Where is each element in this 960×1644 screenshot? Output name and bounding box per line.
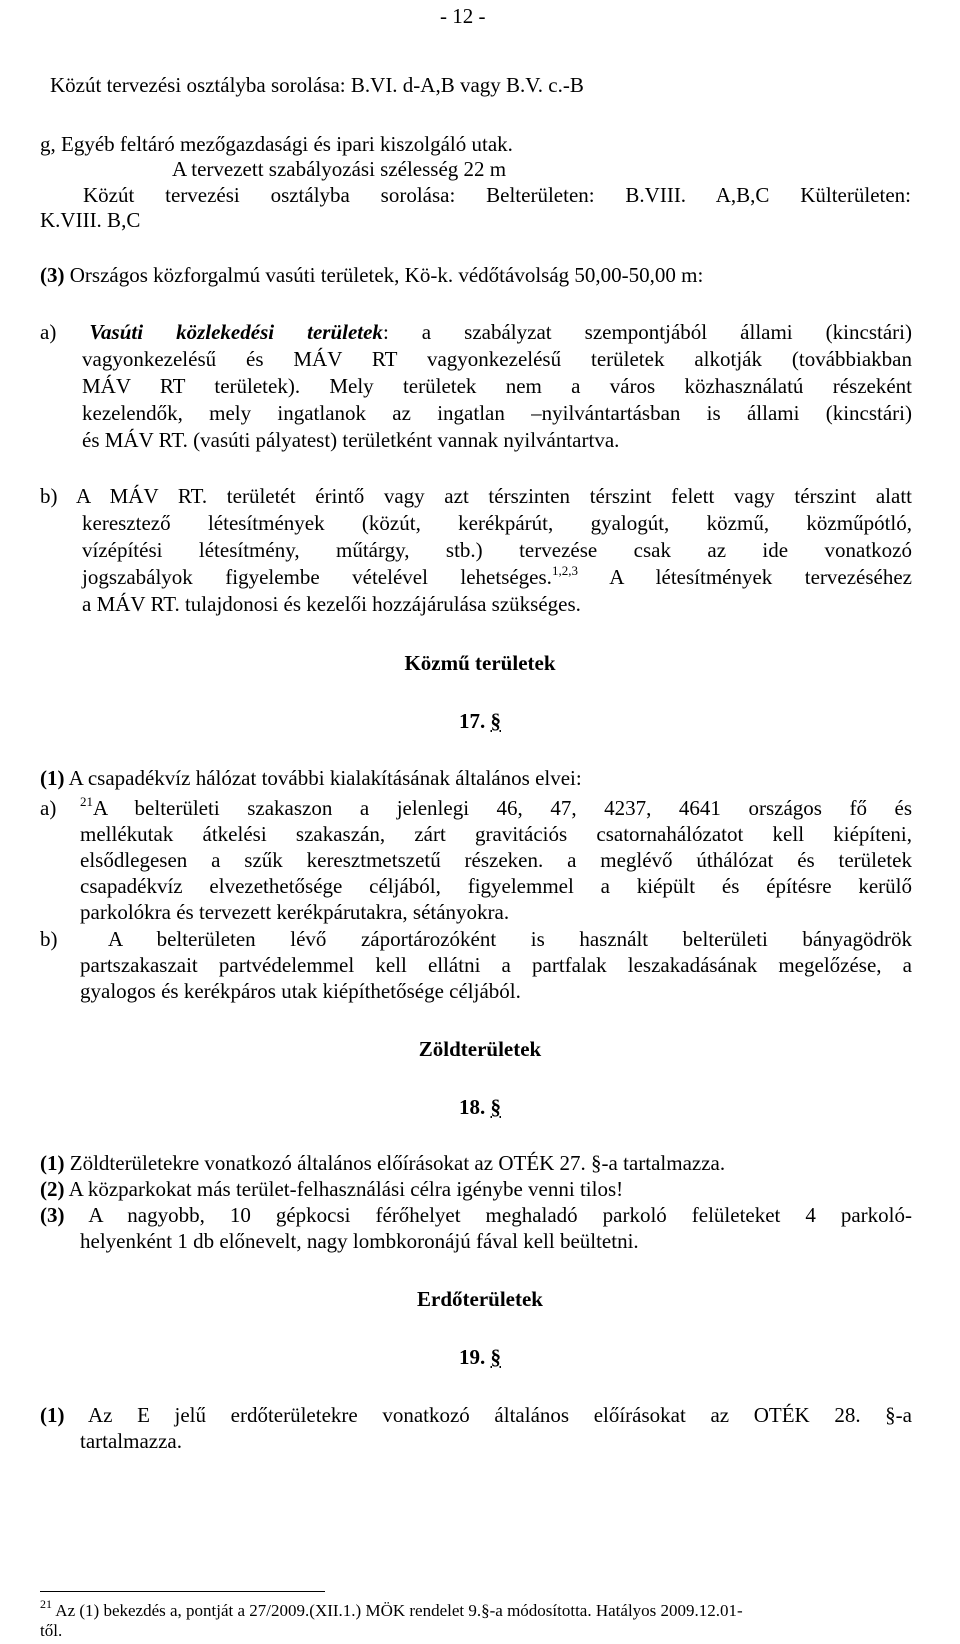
point-b-line-3: vízépítési létesítmény, műtárgy, stb.) tervezése csak az ide vonatkozó xyxy=(82,538,912,562)
road-class-line: Közút tervezési osztályba sorolása: B.VI. d-A,B vagy B.V. c.-B xyxy=(50,73,584,97)
point-label: a) xyxy=(40,320,90,344)
point-b-line-4 xyxy=(82,564,912,590)
point-a-line-2: vagyonkezelésű és MÁV RT vagyonkezelésű területek alkotják (továbbiakban xyxy=(82,347,912,371)
footnote-separator xyxy=(40,1591,325,1592)
section-number: 17. xyxy=(459,709,486,733)
point-text: : a szabályzat szempontjából állami (kincstári) xyxy=(382,320,912,344)
s17-a-line-2: mellékutak átkelési szakaszán, zárt gravitációs csatornahálózatot kell kiépíteni, xyxy=(80,822,912,846)
s19-paragraph-1-line-2: tartalmazza. xyxy=(80,1429,183,1453)
section-number-18 xyxy=(0,1094,960,1120)
footnote-ref: 1,2,3 xyxy=(551,563,578,578)
point-b-text: jogszabályok figyelembe vételével lehetséges. xyxy=(82,565,552,589)
s18-paragraph-2 xyxy=(40,1176,623,1202)
paragraph-text: A közparkokat más terület-felhasználási célra igénybe venni tilos! xyxy=(64,1177,624,1201)
s17-a-label: a) xyxy=(40,796,57,820)
s17-b-line-2: partszakaszait partvédelemmel kell ellátni a partfalak leszakadásának megelőzése, a xyxy=(80,953,912,977)
paragraph-number: (1) xyxy=(40,1151,65,1175)
s18-paragraph-1 xyxy=(40,1150,725,1176)
s17-a-line-1 xyxy=(80,795,912,821)
point-a-line-4: kezelendők, mely ingatlanok az ingatlan –nyilvántartásban is állami (kincstári) xyxy=(82,401,912,425)
section-title-kozmu: Közmű területek xyxy=(404,651,556,675)
footnote-line-1 xyxy=(40,1597,743,1622)
section-number: 19. xyxy=(459,1345,486,1369)
section-title-zold: Zöldterületek xyxy=(418,1037,542,1061)
s18-paragraph-3-line-2: helyenként 1 db előnevelt, nagy lombkoronájú fával kell beültetni. xyxy=(80,1229,639,1253)
s17-b-label: b) xyxy=(40,927,58,951)
footnote-number: 21 xyxy=(40,1597,52,1611)
footnote-ref: 21 xyxy=(80,794,93,809)
s19-paragraph-1 xyxy=(40,1402,912,1428)
paragraph-text: A nagyobb, 10 gépkocsi férőhelyet meghaladó parkoló felületeket 4 parkoló- xyxy=(64,1203,912,1227)
regulation-width-line: A tervezett szabályozási szélesség 22 m xyxy=(172,157,507,181)
s17-a-line-3: elsődlegesen a szűk keresztmetszetű részeken. a meglévő úthálózat és területek xyxy=(80,848,912,872)
paragraph-sign: § xyxy=(490,1095,501,1119)
paragraph-text: Az E jelű erdőterületekre vonatkozó általános előírásokat az OTÉK 28. §-a xyxy=(64,1403,912,1427)
page-number: - 12 - xyxy=(440,4,486,28)
road-class-line-3: K.VIII. B,C xyxy=(40,208,141,232)
s18-paragraph-3 xyxy=(40,1202,912,1228)
point-text: A belterületi szakaszon a jelenlegi 46, 47, 4237, 4641 országos fő és xyxy=(93,796,912,820)
point-a-line-3: MÁV RT területek). Mely területek nem a város közhasználatú részeként xyxy=(82,374,912,398)
paragraph-text: Zöldterületekre vonatkozó általános előírásokat az OTÉK 27. §-a tartalmazza. xyxy=(64,1151,726,1175)
footnote-text: Az (1) bekezdés a, pontját a 27/2009.(XII.1.) MÖK rendelet 9.§-a módosította. Hatályos 2009.12.01- xyxy=(52,1601,743,1620)
s17-b-line-3: gyalogos és kerékpáros utak kiépíthetősége céljából. xyxy=(80,979,521,1003)
point-b-text-2: A létesítmények tervezéséhez xyxy=(577,565,912,589)
s17-a-line-5: parkolókra és tervezett kerékpárutakra, sétányokra. xyxy=(80,900,510,924)
road-type-line: g, Egyéb feltáró mezőgazdasági és ipari kiszolgáló utak. xyxy=(40,132,513,156)
s17-paragraph-1 xyxy=(40,765,582,791)
paragraph-number: (1) xyxy=(40,1403,65,1427)
point-b-line-1: b) A MÁV RT. területét érintő vagy azt térszinten térszint felett vagy térszint alatt xyxy=(40,484,912,508)
s17-b-line-1: A belterületen lévő záportározóként is használt belterületi bányagödrök xyxy=(108,927,912,951)
section-number: 18. xyxy=(459,1095,486,1119)
section-number-19 xyxy=(0,1344,960,1370)
paragraph-text: A csapadékvíz hálózat további kialakításának általános elvei: xyxy=(64,766,582,790)
paragraph-number: (3) xyxy=(40,1203,65,1227)
section-number-17 xyxy=(0,708,960,734)
s17-a-line-4: csapadékvíz elvezethetősége céljából, figyelemmel a kiépült és építésre kerülő xyxy=(80,874,912,898)
paragraph-text: Országos közforgalmú vasúti területek, Kö-k. védőtávolság 50,00-50,00 m: xyxy=(64,263,704,287)
road-class-line-2: Közút tervezési osztályba sorolása: Belterületen: B.VIII. A,B,C Külterületen: xyxy=(83,183,911,207)
paragraph-3 xyxy=(40,262,703,288)
paragraph-number: (1) xyxy=(40,766,65,790)
point-b-line-2: keresztező létesítmények (közút, kerékpárút, gyalogút, közmű, közműpótló, xyxy=(82,511,912,535)
section-title-erdo: Erdőterületek xyxy=(417,1287,543,1311)
paragraph-number: (2) xyxy=(40,1177,65,1201)
point-a-line-5: és MÁV RT. (vasúti pályatest) területként vannak nyilvántartva. xyxy=(82,428,620,452)
paragraph-number: (3) xyxy=(40,263,65,287)
paragraph-sign: § xyxy=(490,1345,501,1369)
point-b-line-5: a MÁV RT. tulajdonosi és kezelői hozzájárulása szükséges. xyxy=(82,592,581,616)
point-title: Vasúti közlekedési területek xyxy=(89,320,383,344)
footnote-line-2: től. xyxy=(40,1621,63,1640)
paragraph-sign: § xyxy=(490,709,501,733)
point-a-line-1 xyxy=(40,319,912,345)
